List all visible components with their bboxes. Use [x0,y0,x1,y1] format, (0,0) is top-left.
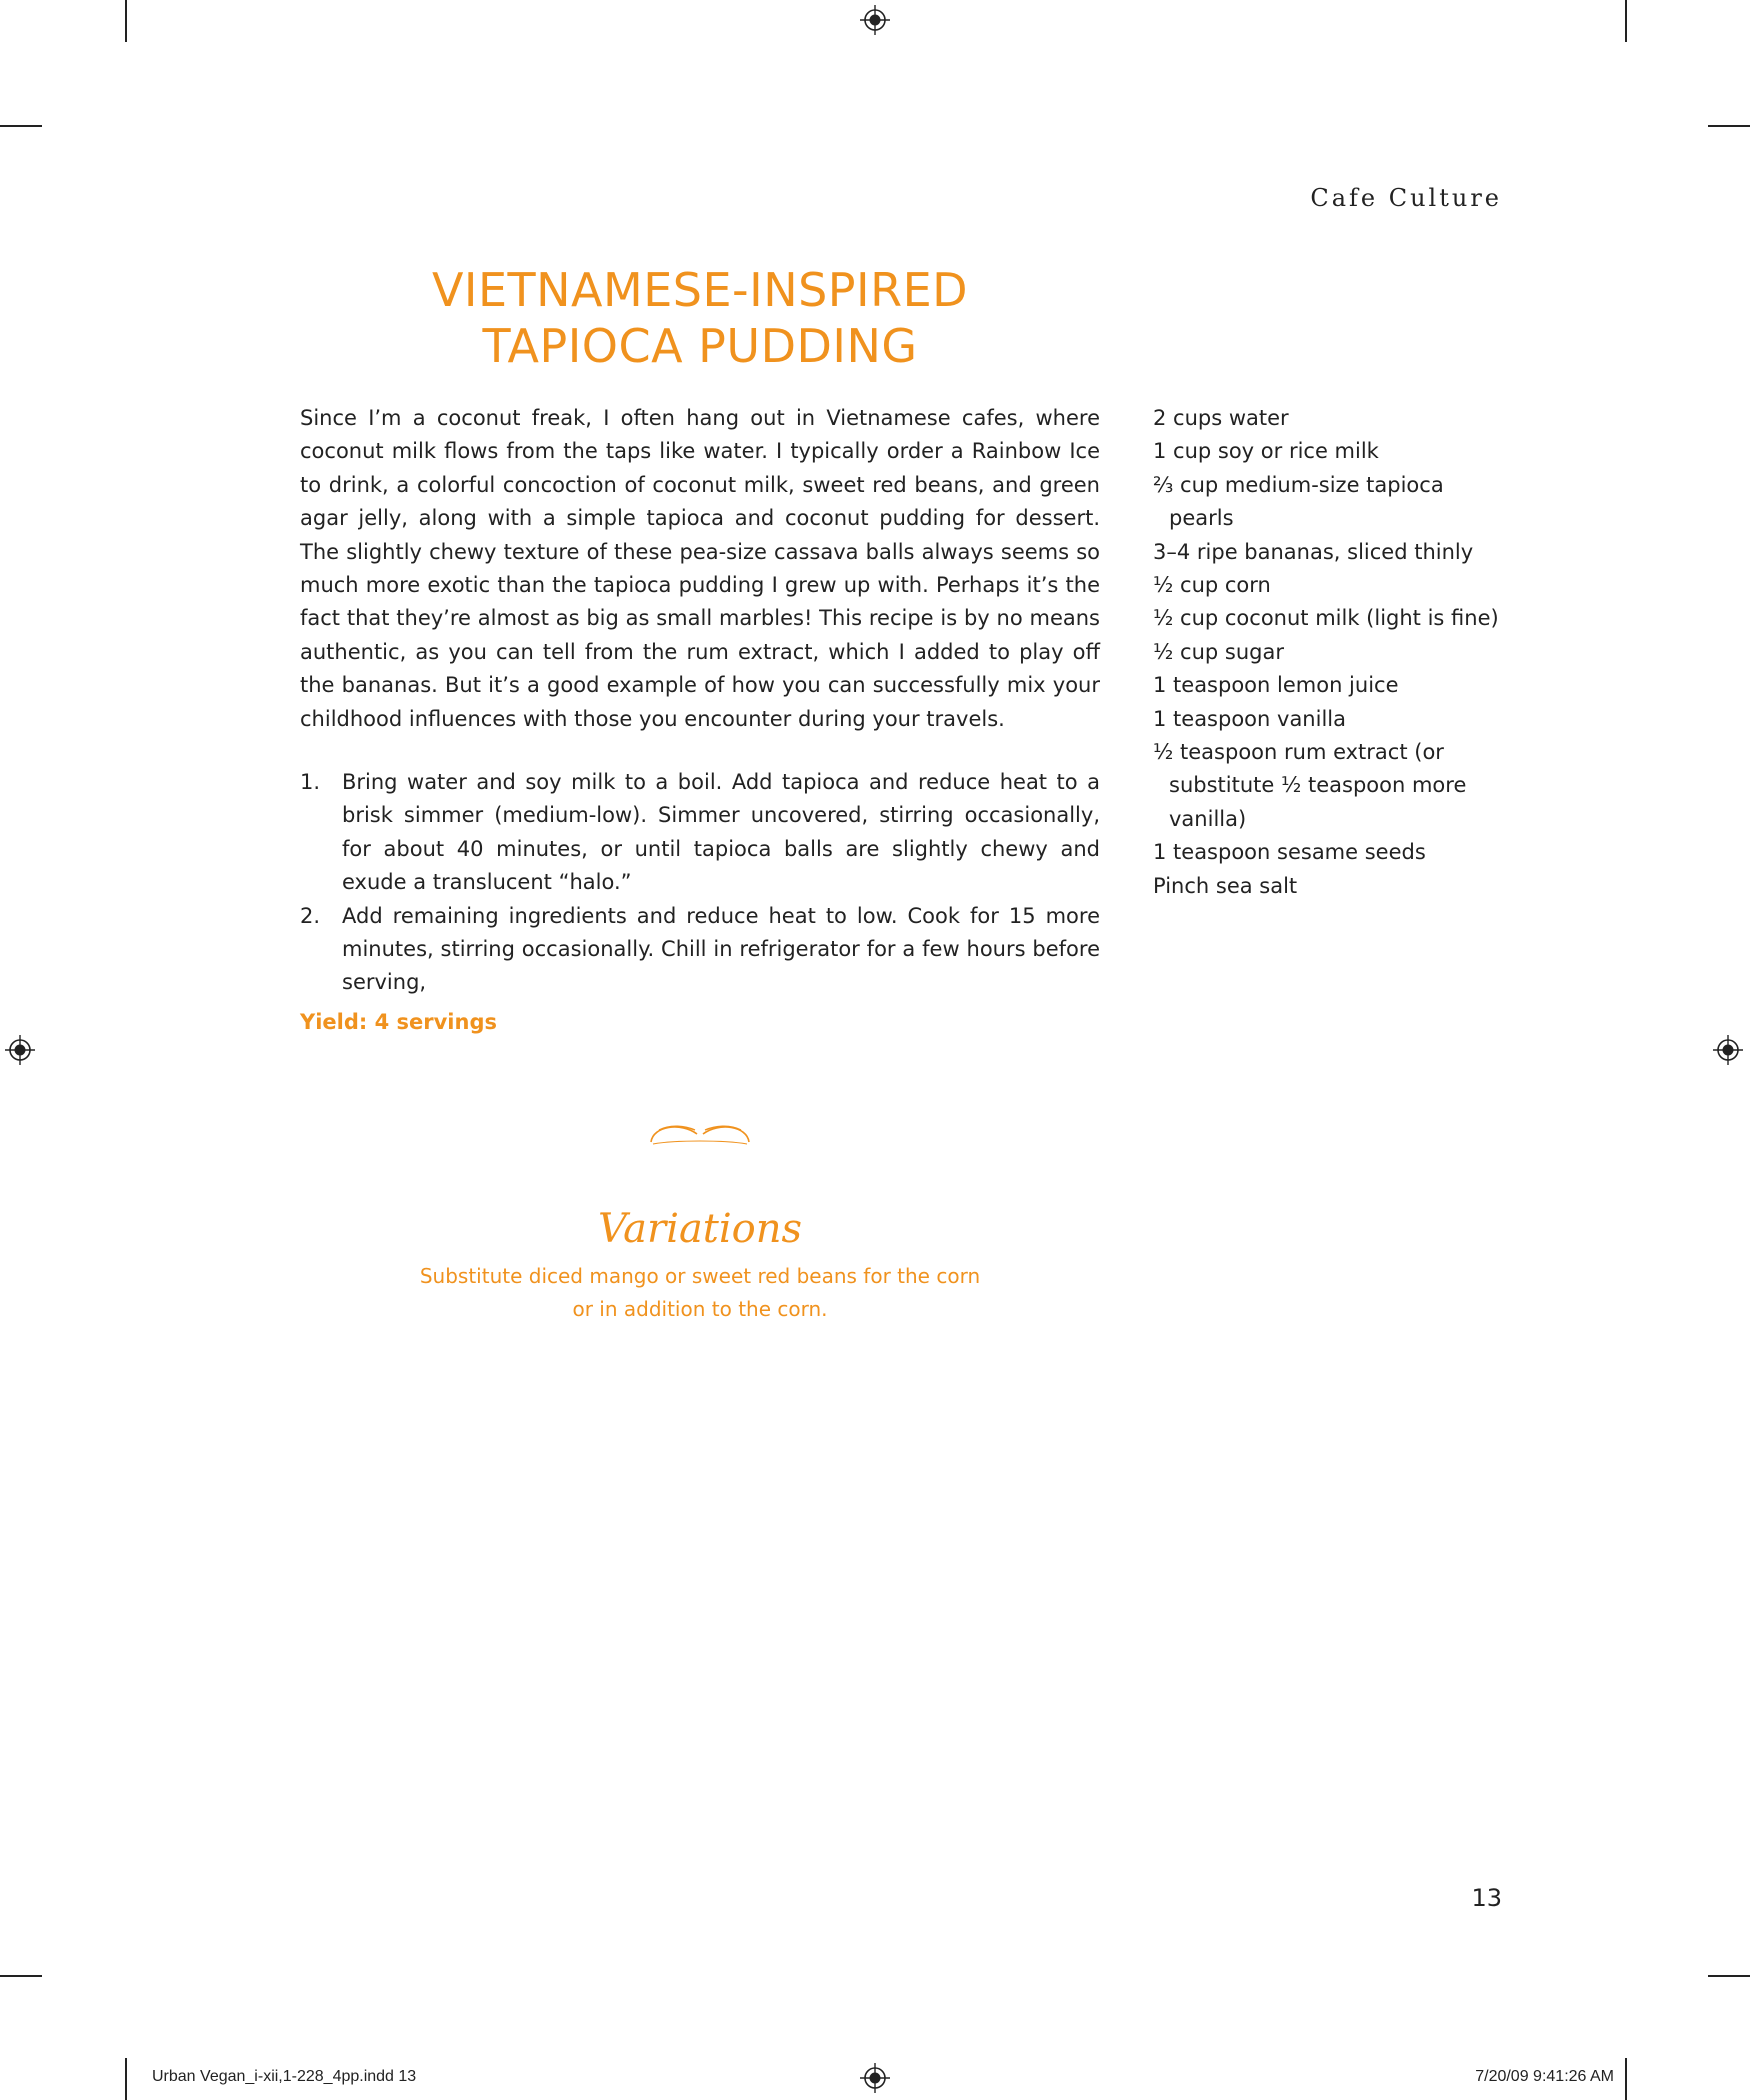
step-item [300,900,1100,1000]
variations-text-line-1: Substitute diced mango or sweet red beans for the corn [419,1264,981,1288]
crop-mark-top-left-v [125,0,127,42]
crop-mark-bottom-left-h [0,1975,42,1977]
step-text: Add remaining ingredients and reduce heat to low. Cook for 15 more minutes, stirring occasionally. Chill in refrigerator for a few hours before serving, [342,903,1100,995]
ingredient-item: 2 cups water [1153,406,1289,430]
ingredient-item: ½ cup corn [1153,573,1271,598]
ingredient-item: 1 cup soy or rice milk [1153,439,1379,464]
registration-mark-icon [1713,1035,1743,1065]
section-header: Cafe Culture [1310,184,1502,212]
footer-timestamp: 7/20/09 9:41:26 AM [1475,2068,1614,2085]
ingredient-item: ½ cup sugar [1153,639,1284,664]
ingredient-item: ½ cup coconut milk (light is fine) [1153,606,1499,631]
ingredient-item: 1 teaspoon vanilla [1153,706,1346,731]
step-text: Bring water and soy milk to a boil. Add tapioca and reduce heat to a brisk simmer (medium-low). Simmer uncovered, stirring occasionally, for about 40 minutes, or until tapioca balls are slightly chewy and exude a translucent “halo.” [342,770,1100,895]
ingredient-list [1153,402,1513,903]
variations-text-line-2: or in addition to the corn. [572,1297,828,1321]
recipe-title [300,262,1100,374]
step-item [300,766,1100,900]
ingredient-item: 1 teaspoon sesame seeds [1153,840,1426,865]
registration-mark-icon [860,2063,890,2093]
crop-mark-top-left-h [0,125,42,127]
crop-mark-top-right-v [1625,0,1627,42]
ingredient-item: 1 teaspoon lemon juice [1153,673,1399,698]
crop-mark-bottom-right-h [1708,1975,1750,1977]
recipe-intro: Since I’m a coconut freak, I often hang out in Vietnamese cafes, where coconut milk flows from the taps like water. I typically order a Rainbow Ice to drink, a colorful concoction of coconut milk, sweet red beans, and green agar jelly, along with a simple tapioca and coconut pudding for dessert. The slightly chewy texture of these pea-size cassava balls always seems so much more exotic than the tapioca pudding I grew up with. Perhaps it’s the fact that they’re almost as big as small marbles! This recipe is by no means authentic, as you can tell from the rum extract, which I added to play off the bananas. But it’s a good example of how you can successfully mix your childhood influences with those you encounter during your travels. [300,406,1100,731]
ingredient-item: 3–4 ripe bananas, sliced thinly [1153,539,1474,564]
ingredient-item: Pinch sea salt [1153,873,1298,898]
ingredient-item: ½ teaspoon rum extract (or substitute ½ teaspoon more vanilla) [1153,740,1467,831]
crop-mark-top-right-h [1708,125,1750,127]
flourish-ornament-icon [645,1112,755,1152]
recipe-title-line-2: TAPIOCA PUDDING [482,319,918,373]
step-number: 2. [300,903,321,928]
crop-mark-bottom-left-v [125,2058,127,2100]
footer-file-info: Urban Vegan_i-xii,1-228_4pp.indd 13 [152,2068,417,2085]
recipe-title-line-1: VIETNAMESE-INSPIRED [431,263,969,317]
crop-mark-bottom-right-v [1625,2058,1627,2100]
registration-mark-icon [5,1035,35,1065]
recipe-steps [300,766,1100,1000]
variations-text [350,1260,1050,1326]
step-number: 1. [300,770,321,794]
page-number: 13 [1471,1884,1502,1912]
recipe-yield: Yield: 4 servings [300,1010,497,1034]
ingredient-item: ⅔ cup medium-size tapioca pearls [1153,472,1444,531]
variations-title: Variations [597,1206,803,1252]
registration-mark-icon [860,5,890,35]
